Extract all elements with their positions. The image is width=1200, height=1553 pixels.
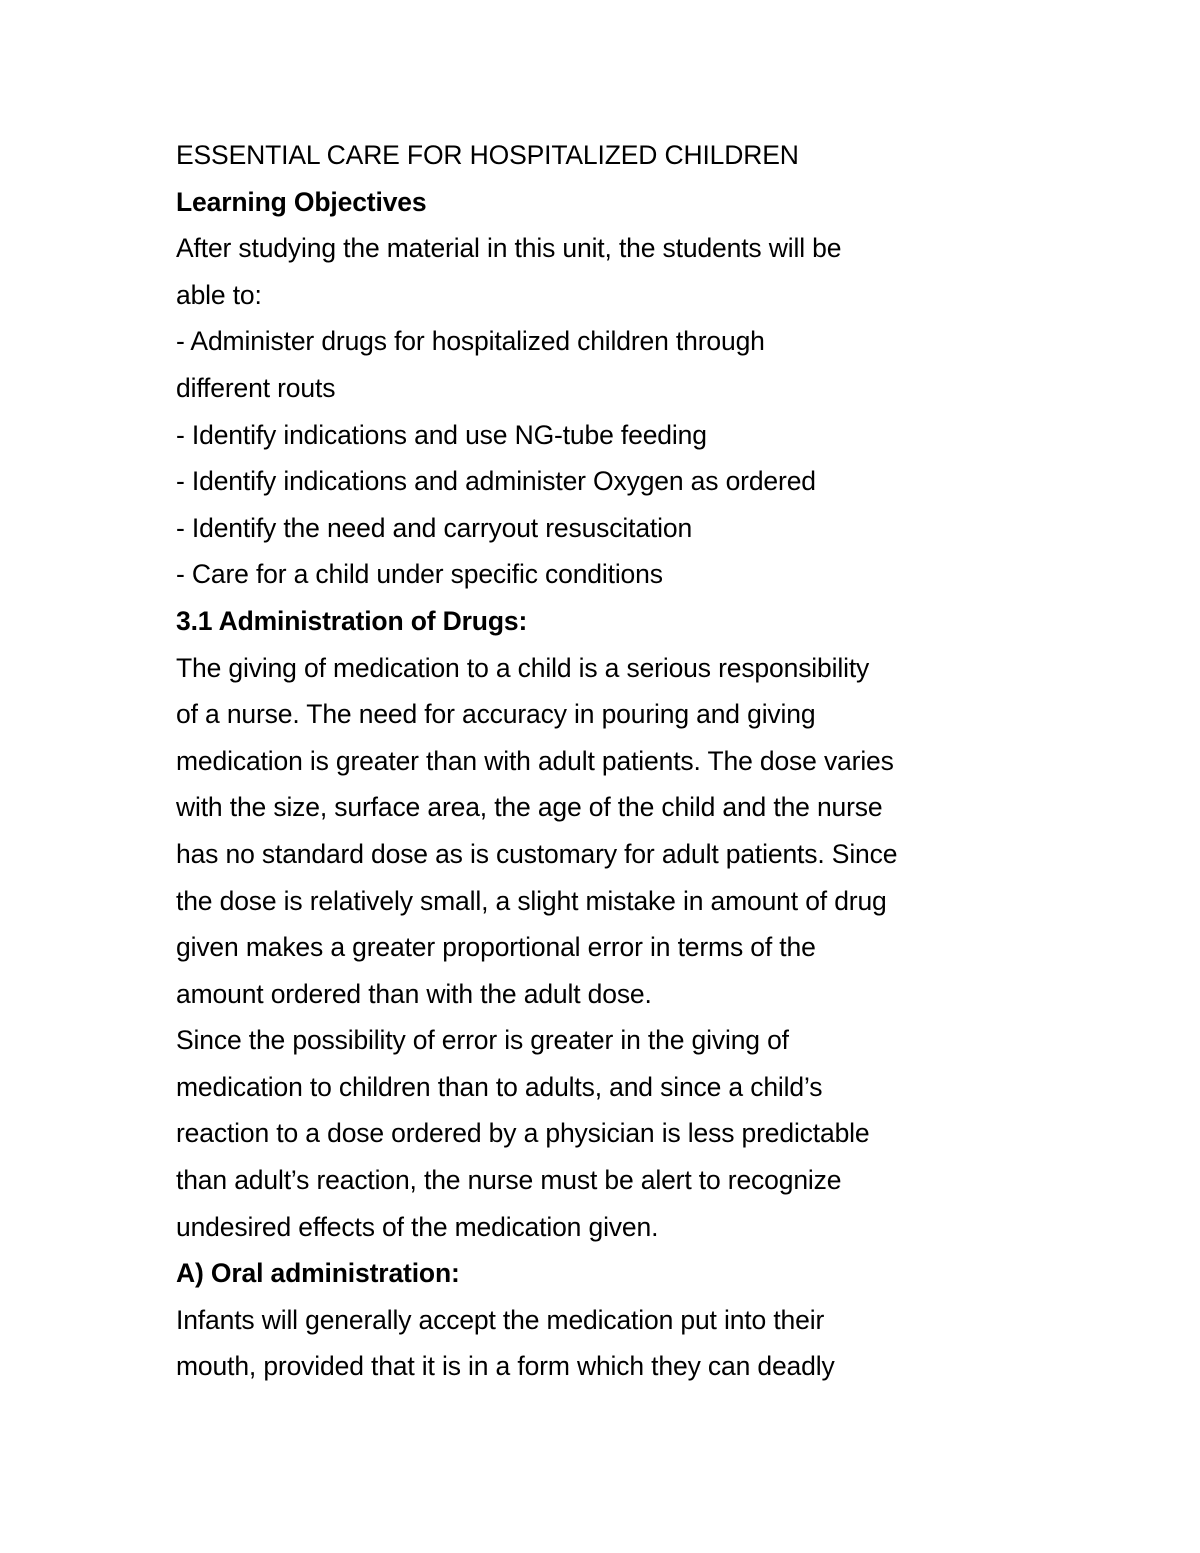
paragraph-line: Infants will generally accept the medication put into their (176, 1304, 825, 1335)
paragraph-line: reaction to a dose ordered by a physician is less predictable (176, 1118, 870, 1149)
document-title: ESSENTIAL CARE FOR HOSPITALIZED CHILDREN (176, 140, 799, 170)
objective-item: - Identify indications and use NG-tube feeding (176, 419, 707, 450)
paragraph-line: with the size, surface area, the age of the child and the nurse (176, 792, 883, 823)
paragraph-line: Since the possibility of error is greater in the giving of (176, 1025, 789, 1056)
intro-line: able to: (176, 279, 262, 310)
objective-item: different routs (176, 372, 336, 403)
paragraph-line: mouth, provided that it is in a form which they can deadly (176, 1351, 835, 1382)
paragraph-line: amount ordered than with the adult dose. (176, 978, 652, 1009)
section-heading: 3.1 Administration of Drugs: (176, 605, 528, 636)
paragraph-line: The giving of medication to a child is a serious responsibility (176, 652, 870, 683)
paragraph-line: of a nurse. The need for accuracy in pouring and giving (176, 699, 816, 730)
objective-item: - Administer drugs for hospitalized children through (176, 326, 765, 357)
objective-item: - Identify the need and carryout resuscitation (176, 512, 693, 543)
paragraph-line: the dose is relatively small, a slight mistake in amount of drug (176, 885, 887, 916)
objectives-heading: Learning Objectives (176, 186, 427, 217)
document-body (176, 132, 996, 1390)
paragraph-line: medication to children than to adults, and since a child’s (176, 1071, 823, 1102)
paragraph-line: has no standard dose as is customary for adult patients. Since (176, 838, 898, 869)
paragraph-line: given makes a greater proportional error in terms of the (176, 932, 816, 963)
paragraph-line: medication is greater than with adult patients. The dose varies (176, 745, 894, 776)
objective-item: - Care for a child under specific conditions (176, 559, 663, 590)
objective-item: - Identify indications and administer Oxygen as ordered (176, 466, 816, 497)
paragraph-line: undesired effects of the medication given. (176, 1211, 659, 1242)
paragraph-line: than adult’s reaction, the nurse must be alert to recognize (176, 1165, 842, 1196)
intro-line: After studying the material in this unit, the students will be (176, 233, 842, 264)
subsection-heading: A) Oral administration: (176, 1258, 460, 1289)
